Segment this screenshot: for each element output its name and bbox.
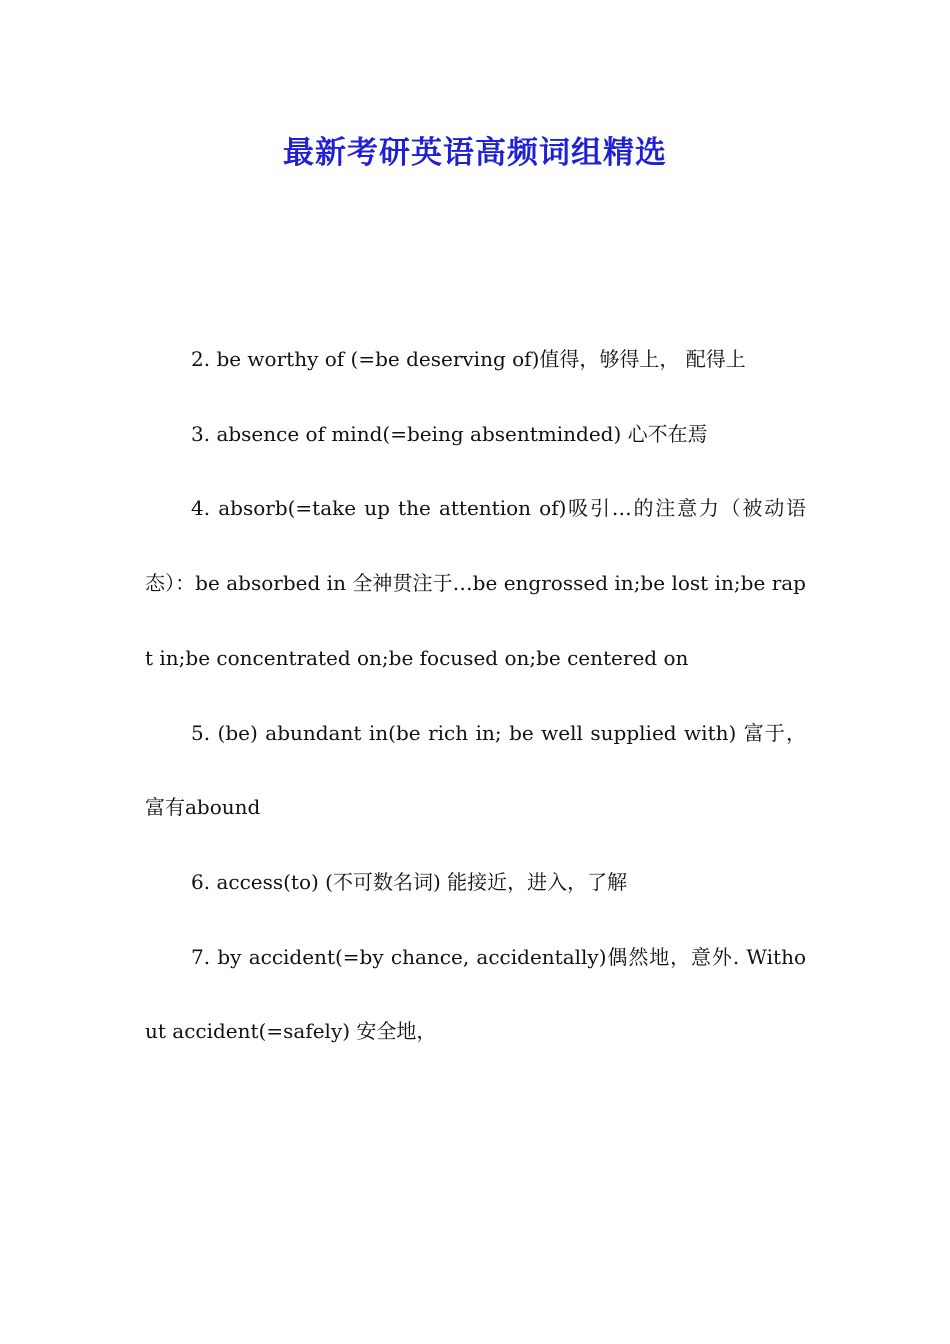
paragraph-item-4: 4. absorb(=take up the attention of)吸引…的注意力（被动语态）：be absorbed in 全神贯注于…be engrossed in;be lost in;be rapt in;be concentrated on;be focused on;be centered on bbox=[145, 496, 806, 670]
paragraph-item-6: 6. access(to) (不可数名词) 能接近，进入，了解 bbox=[191, 869, 628, 894]
paragraph-item-3: 3. absence of mind(=being absentminded) 心不在焉 bbox=[191, 421, 708, 446]
paragraph-item-7: 7. by accident(=by chance, accidentally)偶然地，意外. Without accident(=safely) 安全地， bbox=[145, 944, 806, 1044]
document-title: 最新考研英语高频词组精选 bbox=[283, 135, 667, 171]
document-body bbox=[145, 322, 806, 1069]
paragraph-item-2: 2. be worthy of (=be deserving of)值得，够得上， 配得上 bbox=[191, 347, 746, 371]
paragraph-item-5: 5. (be) abundant in(be rich in; be well supplied with) 富于，富有abound bbox=[145, 720, 806, 820]
